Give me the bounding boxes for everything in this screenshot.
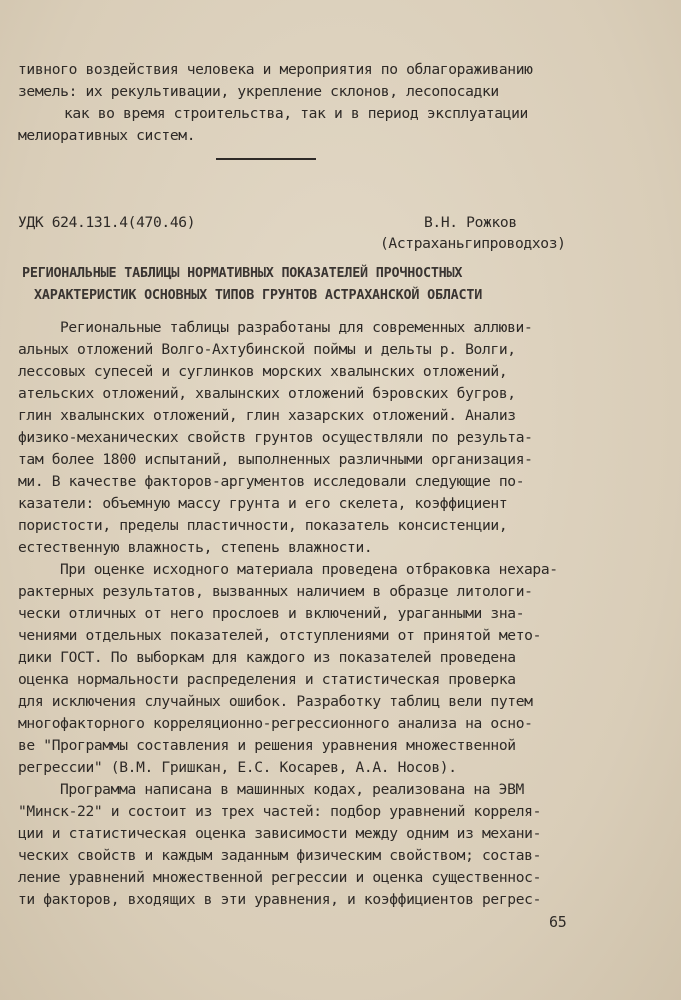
body-line: При оценке исходного материала проведена отбраковка нехара- (60, 561, 558, 578)
body-line: физико-механических свойств грунтов осуществляли по результа- (18, 429, 533, 446)
body-line: ти факторов, входящих в эти уравнения, и коэффициентов регрес- (18, 891, 542, 908)
body-line: там более 1800 испытаний, выполненных различными организация- (18, 451, 533, 468)
body-line: пористости, пределы пластичности, показатель консистенции, (18, 517, 508, 534)
article-title-line: ХАРАКТЕРИСТИК ОСНОВНЫХ ТИПОВ ГРУНТОВ АСТРАХАНСКОЙ ОБЛАСТИ (34, 288, 483, 303)
body-line: казатели: объемную массу грунта и его скелета, коэффициент (18, 495, 508, 512)
body-line: чески отличных от него прослоев и включений, ураганными зна- (18, 605, 525, 622)
body-line: оценка нормальности распределения и статистическая проверка (18, 671, 516, 688)
author-affiliation: (Астраханьгипроводхоз) (380, 235, 566, 252)
body-line: ательских отложений, хвалынских отложений бэровских бугров, (18, 385, 516, 402)
intro-line: тивного воздействия человека и мероприятия по облагораживанию (18, 61, 533, 78)
intro-line: земель: их рекультивации, укрепление склонов, лесопосадки (18, 83, 499, 100)
intro-line: мелиоративных систем. (18, 127, 196, 144)
body-line: Региональные таблицы разработаны для современных аллюви- (60, 319, 533, 336)
body-line: дики ГОСТ. По выборкам для каждого из показателей проведена (18, 649, 516, 666)
body-line: многофакторного корреляционно-регрессионного анализа на осно- (18, 715, 533, 732)
body-line: рактерных результатов, вызванных наличием в образце литологи- (18, 583, 533, 600)
body-line: регрессии" (В.М. Гришкан, Е.С. Косарев, А.А. Носов). (18, 759, 457, 776)
body-line: "Минск-22" и состоит из трех частей: подбор уравнений корреля- (18, 803, 542, 820)
body-line: альных отложений Волго-Ахтубинской поймы и дельты р. Волги, (18, 341, 516, 358)
article-title-line: РЕГИОНАЛЬНЫЕ ТАБЛИЦЫ НОРМАТИВНЫХ ПОКАЗАТЕЛЕЙ ПРОЧНОСТНЫХ (22, 266, 463, 281)
section-divider (216, 158, 316, 160)
udk-code: УДК 624.131.4(470.46) (18, 214, 196, 231)
body-line: для исключения случайных ошибок. Разработку таблиц вели путем (18, 693, 533, 710)
page-number: 65 (549, 913, 567, 931)
body-line: лессовых супесей и суглинков морских хвалынских отложений, (18, 363, 508, 380)
body-line: ми. В качестве факторов-аргументов исследовали следующие по- (18, 473, 525, 490)
body-line: ве "Программы составления и решения уравнения множественной (18, 737, 516, 754)
body-line: Программа написана в машинных кодах, реализована на ЭВМ (60, 781, 524, 798)
author-name: В.Н. Рожков (424, 214, 517, 231)
body-line: глин хвалынских отложений, глин хазарских отложений. Анализ (18, 407, 516, 424)
body-line: чениями отдельных показателей, отступлениями от принятой мето- (18, 627, 542, 644)
body-line: ление уравнений множественной регрессии и оценка существеннос- (18, 869, 542, 886)
body-line: естественную влажность, степень влажности. (18, 539, 373, 556)
body-line: ции и статистическая оценка зависимости между одним из механи- (18, 825, 542, 842)
body-line: ческих свойств и каждым заданным физическим свойством; состав- (18, 847, 542, 864)
intro-line: как во время строительства, так и в период эксплуатации (64, 105, 528, 122)
